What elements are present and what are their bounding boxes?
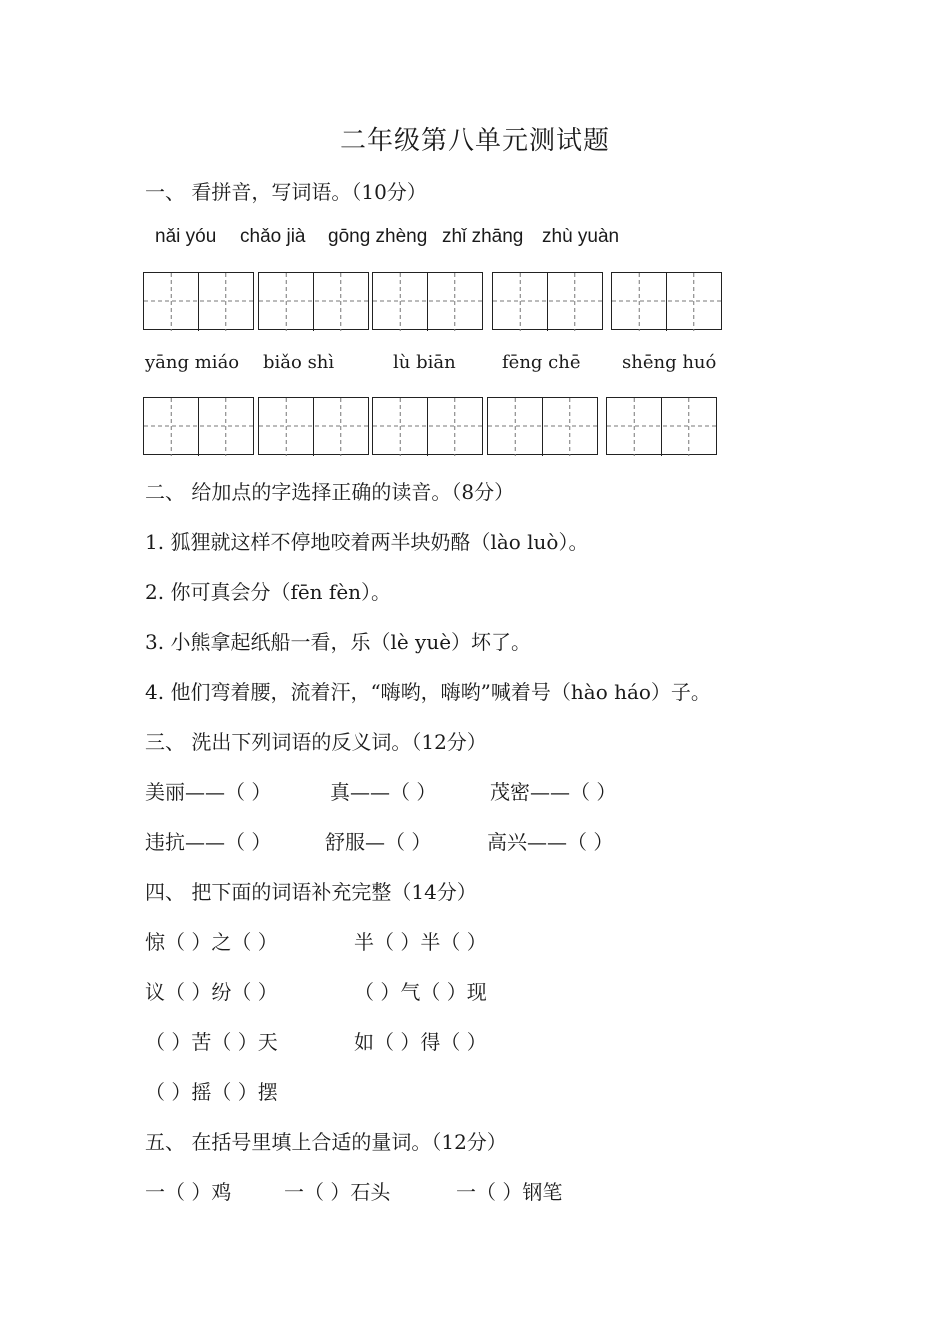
character-box-pair[interactable]: [143, 397, 254, 455]
character-box-pair[interactable]: [258, 272, 369, 330]
pinyin-item: biǎo shì: [263, 352, 335, 373]
idiom-item: （ ）气（ ）现: [354, 980, 487, 1004]
section-5-heading: 五、 在括号里填上合适的量词。（12分）: [145, 1130, 507, 1154]
question-item: 2. 你可真会分（fēn fèn）。: [145, 580, 392, 604]
character-box-pair[interactable]: [372, 272, 483, 330]
pinyin-item: chǎo jià: [240, 226, 306, 247]
idiom-item: 议（ ）纷（ ）: [145, 980, 278, 1004]
pinyin-item: yāng miáo: [145, 352, 240, 373]
idiom-item: 如（ ）得（ ）: [354, 1030, 487, 1054]
measure-word-item: 一（ ）鸡: [145, 1180, 232, 1204]
idiom-item: （ ）苦（ ）天: [145, 1030, 278, 1054]
idiom-item: 惊（ ）之（ ）: [145, 930, 278, 954]
section-1-heading: 一、 看拼音，写词语。（10分）: [145, 180, 427, 204]
character-box-pair[interactable]: [258, 397, 369, 455]
character-box-pair[interactable]: [372, 397, 483, 455]
antonym-item: 茂密——（ ）: [490, 780, 617, 804]
question-item: 3. 小熊拿起纸船一看，乐（lè yuè）坏了。: [145, 630, 532, 654]
measure-word-item: 一（ ）钢笔: [456, 1180, 563, 1204]
idiom-item: 半（ ）半（ ）: [354, 930, 487, 954]
antonym-item: 舒服—（ ）: [325, 830, 432, 854]
antonym-item: 美丽——（ ）: [145, 780, 272, 804]
character-box-pair[interactable]: [492, 272, 603, 330]
idiom-item: （ ）摇（ ）摆: [145, 1080, 278, 1104]
antonym-item: 真——（ ）: [330, 780, 437, 804]
antonym-item: 违抗——（ ）: [145, 830, 272, 854]
pinyin-item: zhǐ zhāng: [442, 226, 524, 247]
measure-word-item: 一（ ）石头: [284, 1180, 391, 1204]
pinyin-item: lù biān: [393, 352, 456, 373]
section-4-heading: 四、 把下面的词语补充完整（14分）: [145, 880, 477, 904]
section-3-heading: 三、 洗出下列词语的反义词。（12分）: [145, 730, 487, 754]
pinyin-item: nǎi yóu: [155, 226, 217, 247]
character-box-pair[interactable]: [606, 397, 717, 455]
pinyin-item: zhù yuàn: [542, 226, 620, 247]
question-item: 1. 狐狸就这样不停地咬着两半块奶酪（lào luò）。: [145, 530, 589, 554]
pinyin-item: fēng chē: [502, 352, 581, 373]
pinyin-item: gōng zhèng: [328, 226, 428, 247]
character-box-pair[interactable]: [143, 272, 254, 330]
page-title: 二年级第八单元测试题: [339, 126, 610, 156]
question-item: 4. 他们弯着腰，流着汗，“嗨哟，嗨哟”喊着号（hào háo）子。: [145, 680, 711, 704]
character-box-pair[interactable]: [487, 397, 598, 455]
section-2-heading: 二、 给加点的字选择正确的读音。（8分）: [145, 480, 515, 504]
character-box-pair[interactable]: [611, 272, 722, 330]
antonym-item: 高兴——（ ）: [487, 830, 614, 854]
pinyin-item: shēng huó: [622, 352, 717, 373]
